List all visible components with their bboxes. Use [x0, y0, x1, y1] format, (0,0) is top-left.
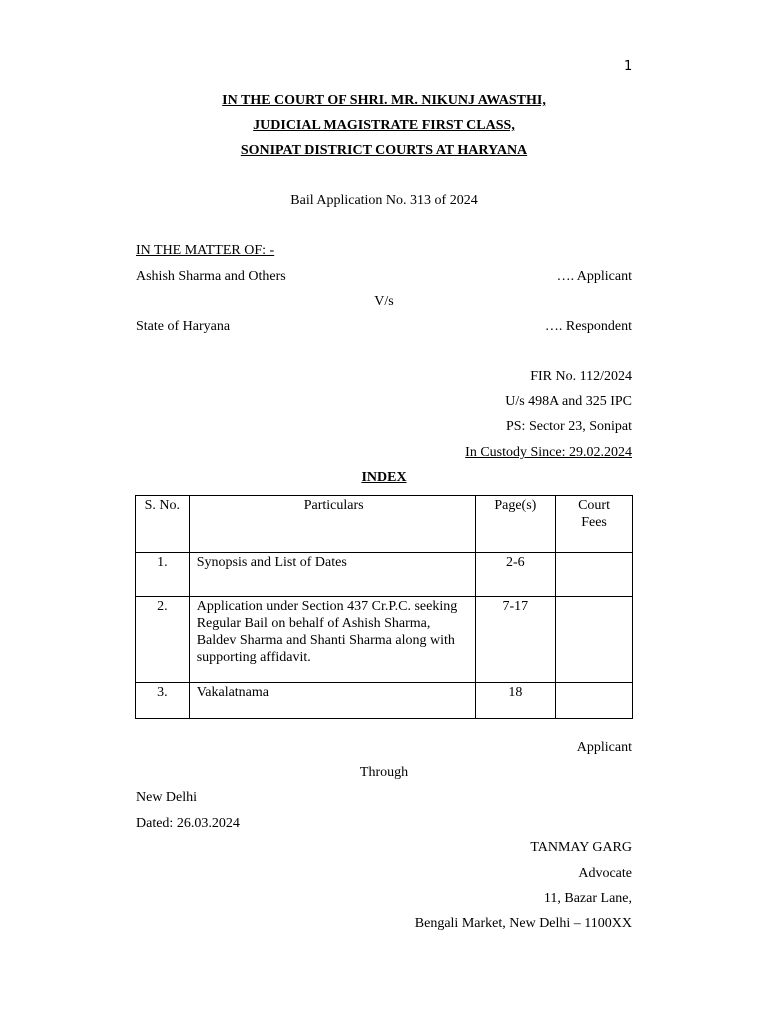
column-header-sno: S. No.: [136, 496, 190, 553]
fir-number: FIR No. 112/2024: [530, 369, 632, 384]
row-sno: 3.: [136, 683, 190, 719]
footer-through: Through: [359, 765, 409, 780]
index-title: INDEX: [361, 470, 407, 485]
row-pages: 2-6: [475, 553, 555, 597]
fir-sections: U/s 498A and 325 IPC: [505, 394, 632, 409]
applicant-name: Ashish Sharma and Others: [136, 269, 286, 284]
advocate-title: Advocate: [578, 866, 632, 881]
footer-applicant: Applicant: [576, 740, 632, 755]
row-particulars: Application under Section 437 Cr.P.C. seeking Regular Bail on behalf of Ashish Sharma, Baldev Sharma and Shanti Sharma along with supporting affidavit.: [189, 597, 475, 683]
table-row: [136, 553, 633, 597]
advocate-name: TANMAY GARG: [530, 840, 632, 855]
row-court-fees: [556, 553, 633, 597]
row-pages: 18: [475, 683, 555, 719]
row-pages: 7-17: [475, 597, 555, 683]
court-heading-line-2: JUDICIAL MAGISTRATE FIRST CLASS,: [253, 118, 515, 133]
footer-place: New Delhi: [136, 790, 198, 805]
row-court-fees: [556, 597, 633, 683]
table-header-row: [136, 496, 633, 553]
column-header-pages: Page(s): [475, 496, 555, 553]
page-number: 1: [624, 59, 633, 74]
application-number: Bail Application No. 313 of 2024: [290, 193, 478, 208]
advocate-address-line-2: Bengali Market, New Delhi – 1100XX: [414, 916, 632, 931]
column-header-court-fees: Court Fees: [556, 496, 633, 553]
versus-label: V/s: [374, 294, 394, 309]
applicant-role: …. Applicant: [556, 269, 632, 284]
respondent-role: …. Respondent: [544, 319, 632, 334]
custody-since: In Custody Since: 29.02.2024: [465, 445, 632, 460]
row-sno: 2.: [136, 597, 190, 683]
footer-date: Dated: 26.03.2024: [136, 816, 240, 831]
table-row: [136, 683, 633, 719]
index-table: [135, 495, 633, 719]
police-station: PS: Sector 23, Sonipat: [505, 419, 632, 434]
court-heading-line-1: IN THE COURT OF SHRI. MR. NIKUNJ AWASTHI,: [222, 93, 546, 108]
court-heading-line-3: SONIPAT DISTRICT COURTS AT HARYANA: [240, 143, 528, 158]
row-particulars: Synopsis and List of Dates: [189, 553, 475, 597]
matter-heading: IN THE MATTER OF: -: [136, 243, 275, 258]
table-row: [136, 597, 633, 683]
advocate-address-line-1: 11, Bazar Lane,: [543, 891, 632, 906]
row-particulars: Vakalatnama: [189, 683, 475, 719]
column-header-particulars: Particulars: [189, 496, 475, 553]
respondent-name: State of Haryana: [136, 319, 231, 334]
row-court-fees: [556, 683, 633, 719]
row-sno: 1.: [136, 553, 190, 597]
